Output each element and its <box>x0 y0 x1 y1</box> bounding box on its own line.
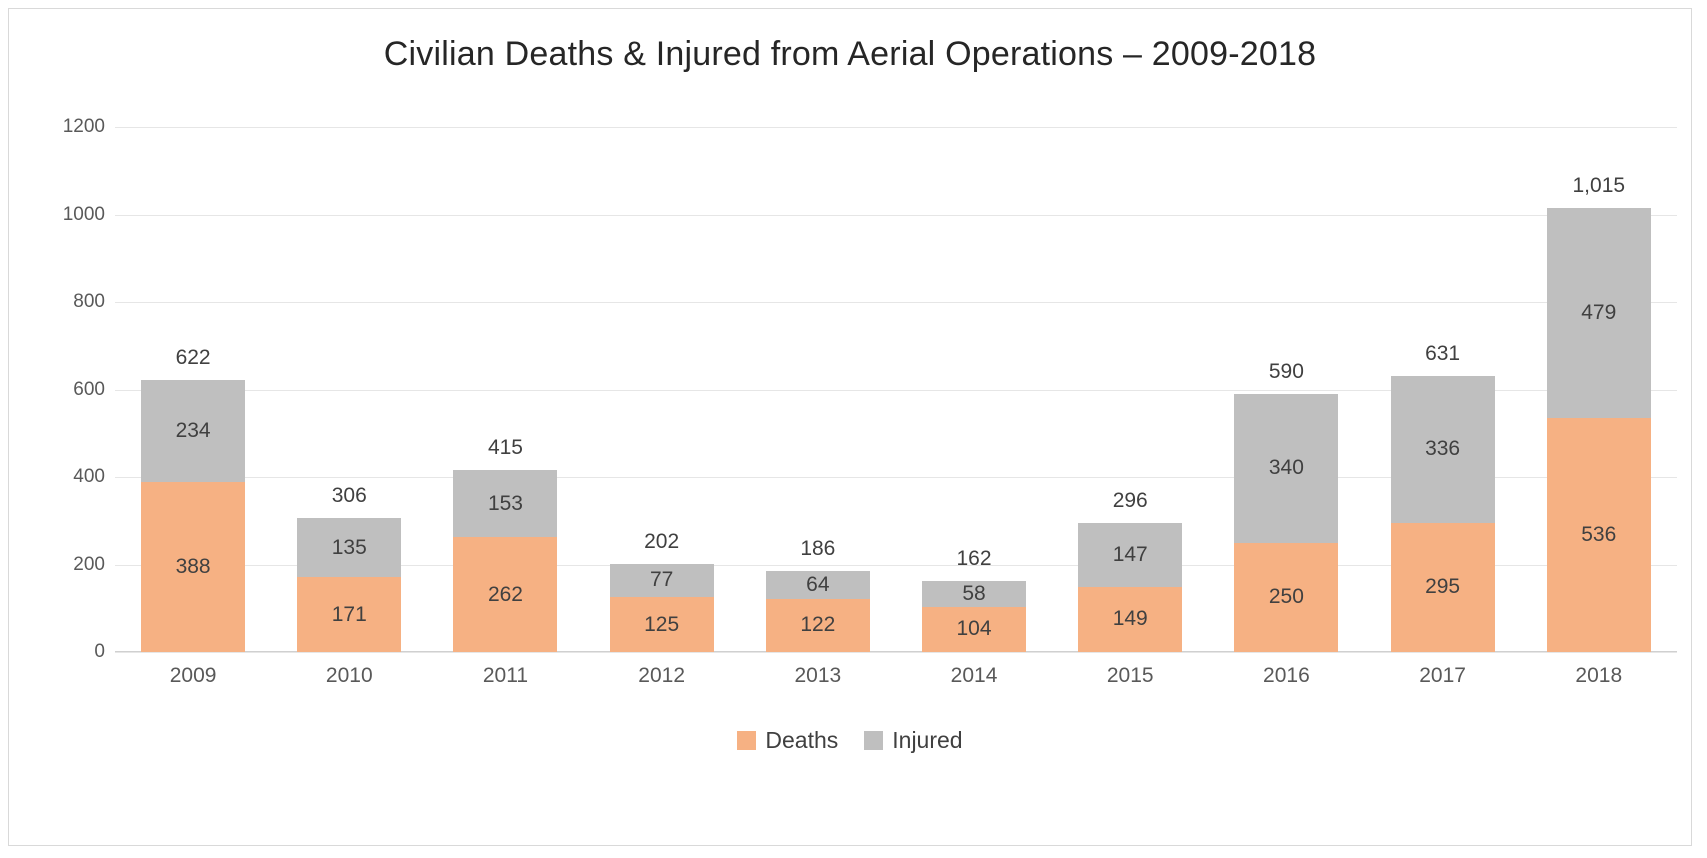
plot-area <box>62 116 1677 662</box>
x-axis-tick-label: 2012 <box>638 664 686 687</box>
bar-total-label: 631 <box>1425 341 1461 365</box>
legend-swatch-icon <box>864 731 883 750</box>
bar-total-label: 296 <box>1112 488 1148 512</box>
y-axis-tick-label: 1000 <box>62 203 105 225</box>
bar-total-label: 162 <box>956 547 992 571</box>
bar-stack[interactable] <box>1234 394 1338 652</box>
bar-segment-deaths[interactable]: 295 <box>1391 523 1495 652</box>
bar-segment-deaths[interactable]: 149 <box>1078 587 1182 652</box>
y-axis-tick-label: 200 <box>73 553 105 575</box>
bar-group[interactable] <box>1208 127 1364 652</box>
bar-segment-injured[interactable]: 147 <box>1078 523 1182 587</box>
bar-segment-deaths[interactable]: 536 <box>1547 418 1651 653</box>
x-axis-tick-label: 2009 <box>169 664 217 687</box>
bar-segment-injured[interactable]: 135 <box>297 518 401 577</box>
bar-segment-deaths[interactable]: 125 <box>610 597 714 652</box>
bar-segment-injured[interactable]: 58 <box>922 581 1026 606</box>
bar-segment-deaths[interactable]: 171 <box>297 577 401 652</box>
bar-group[interactable] <box>740 127 896 652</box>
bar-segment-injured[interactable]: 336 <box>1391 376 1495 523</box>
bar-segment-injured[interactable]: 340 <box>1234 394 1338 543</box>
bar-segment-deaths[interactable]: 388 <box>141 482 245 652</box>
gridline <box>115 652 1677 653</box>
bar-segment-injured[interactable]: 77 <box>610 564 714 598</box>
bar-stack[interactable] <box>766 571 870 652</box>
bar-group[interactable] <box>584 127 740 652</box>
bar-group[interactable] <box>1521 127 1677 652</box>
x-axis-tick-labels <box>115 664 1677 688</box>
legend-label: Deaths <box>765 727 839 753</box>
bar-total-label: 186 <box>800 536 836 560</box>
bar-segment-injured[interactable]: 479 <box>1547 208 1651 418</box>
y-axis-tick-label: 600 <box>73 378 105 400</box>
y-axis-tick-label: 800 <box>73 291 105 312</box>
chart-legend <box>9 727 1691 754</box>
bar-total-label: 415 <box>487 436 523 460</box>
bar-stack[interactable] <box>1547 208 1651 652</box>
chart-container <box>8 8 1692 846</box>
legend-label: Injured <box>892 727 963 753</box>
bar-group[interactable] <box>1365 127 1521 652</box>
x-axis-tick-label: 2011 <box>482 664 529 687</box>
bar-total-label: 306 <box>331 484 367 508</box>
x-axis-tick-label: 2016 <box>1263 664 1310 687</box>
bar-group[interactable] <box>1052 127 1208 652</box>
legend-item[interactable] <box>864 727 962 754</box>
bar-stack[interactable] <box>297 518 401 652</box>
bar-group[interactable] <box>115 127 271 652</box>
bar-segment-injured[interactable]: 153 <box>453 470 557 537</box>
bar-stack[interactable] <box>1078 523 1182 653</box>
x-axis-tick-label: 2015 <box>1106 664 1154 687</box>
bar-total-label: 590 <box>1268 359 1304 383</box>
legend-item[interactable] <box>737 727 838 754</box>
bar-segment-deaths[interactable]: 122 <box>766 599 870 652</box>
x-axis-tick-label: 2013 <box>794 664 842 687</box>
chart-title: Civilian Deaths & Injured from Aerial Operations – 2009-2018 <box>383 35 1317 73</box>
bar-segment-injured[interactable]: 64 <box>766 571 870 599</box>
bar-series-group <box>115 127 1677 652</box>
bar-segment-injured[interactable]: 234 <box>141 380 245 482</box>
bar-stack[interactable] <box>453 470 557 652</box>
x-axis-tick-label: 2014 <box>950 664 998 687</box>
bar-stack[interactable] <box>922 581 1026 652</box>
bar-group[interactable] <box>896 127 1052 652</box>
y-axis-tick-label: 0 <box>94 641 105 662</box>
bar-total-label: 1,015 <box>1572 173 1626 197</box>
y-axis-tick-label: 400 <box>73 466 105 487</box>
x-axis-tick-label: 2010 <box>325 664 373 687</box>
x-axis-tick-label: 2018 <box>1575 664 1623 687</box>
bar-segment-deaths[interactable]: 104 <box>922 607 1026 653</box>
bar-segment-deaths[interactable]: 250 <box>1234 543 1338 652</box>
bar-stack[interactable] <box>141 380 245 652</box>
bar-total-label: 622 <box>175 345 211 369</box>
bar-stack[interactable] <box>610 564 714 652</box>
bar-group[interactable] <box>427 127 583 652</box>
x-axis-tick-label: 2017 <box>1419 664 1466 687</box>
bar-stack[interactable] <box>1391 376 1495 652</box>
bar-group[interactable] <box>271 127 427 652</box>
y-axis-tick-label: 1200 <box>62 116 105 137</box>
bar-total-label: 202 <box>644 529 680 553</box>
legend-swatch-icon <box>737 731 756 750</box>
bar-segment-deaths[interactable]: 262 <box>453 537 557 652</box>
